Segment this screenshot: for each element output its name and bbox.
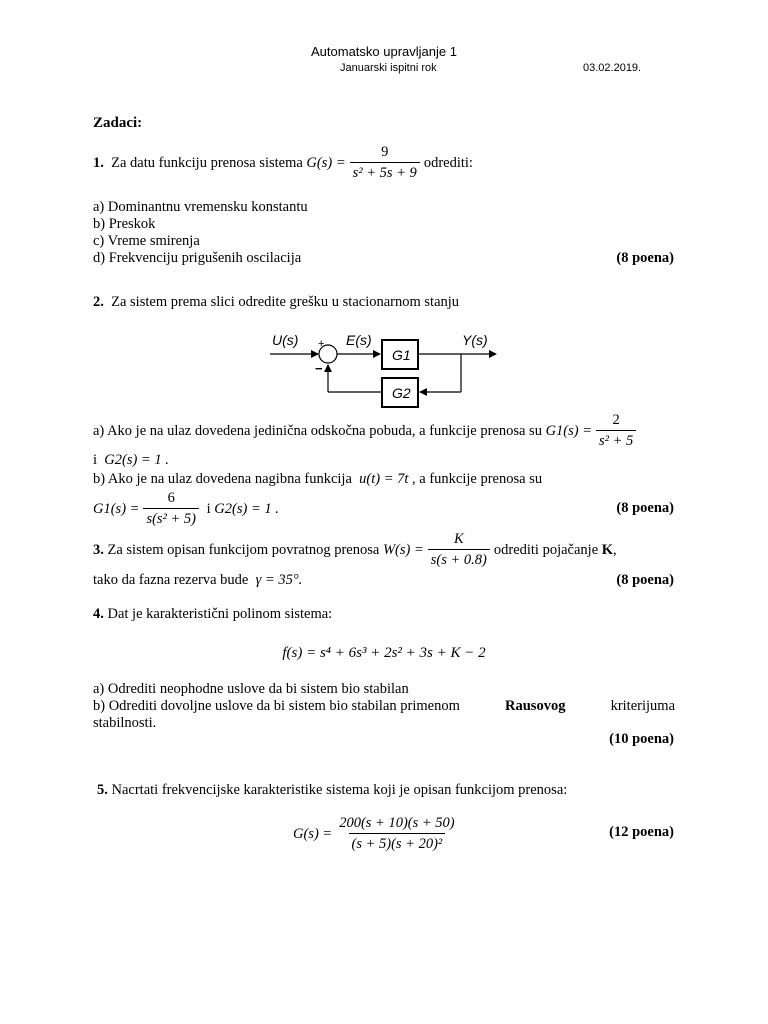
exam-date: 03.02.2019. xyxy=(583,62,642,74)
task2-b-fraction xyxy=(143,490,199,528)
g2-label: G2 xyxy=(392,385,411,401)
task2-a-numerator: 2 xyxy=(612,412,620,428)
task2-a-fraction xyxy=(596,412,636,450)
task3-text: Za sistem opisan funkcijom povratnog prenosa xyxy=(107,541,380,558)
task2-b-g2: G2(s) = 1 . xyxy=(214,500,279,517)
output-label: Y(s) xyxy=(462,332,488,348)
plus-sign: + xyxy=(318,338,325,350)
task3-number: 3. xyxy=(93,541,104,558)
task5-lhs: G(s) = xyxy=(293,825,333,842)
task3-points: (8 poena) xyxy=(616,572,674,588)
input-label: U(s) xyxy=(272,332,299,348)
task4-text: Dat je karakteristični polinom sistema: xyxy=(107,606,333,622)
task1-numerator: 9 xyxy=(381,144,389,160)
task3-line2 xyxy=(93,572,302,589)
task4-points: (10 poena) xyxy=(609,731,674,747)
task3-tail: odrediti pojačanje xyxy=(493,541,599,558)
task3-comma: , xyxy=(613,541,617,558)
task2-b-text: b) Ako je na ulaz dovedena nagibna funkcija xyxy=(93,471,352,487)
g1-label: G1 xyxy=(392,347,411,363)
task3-statement xyxy=(93,531,617,569)
task2-b-g1-lhs: G1(s) = xyxy=(93,500,140,517)
task2-b-numerator: 6 xyxy=(167,490,175,506)
task1-points: (8 poena) xyxy=(616,250,674,266)
task1-number: 1. xyxy=(93,154,104,171)
task5-statement xyxy=(97,782,567,799)
error-label: E(s) xyxy=(346,332,372,348)
task5-text: Nacrtati frekvencijske karakteristike sistema koji je opisan funkcijom prenosa: xyxy=(111,782,568,798)
task2-a-line2 xyxy=(93,452,169,469)
exam-title: Automatsko upravljanje 1 xyxy=(311,44,457,59)
minus-sign: − xyxy=(315,361,323,376)
task5-fraction xyxy=(336,815,457,853)
task1-tail: odrediti: xyxy=(423,154,473,171)
task5-numerator: 200(s + 10)(s + 50) xyxy=(339,815,455,831)
task4-item-b-bold: Rausovog xyxy=(505,698,566,714)
task1-fraction xyxy=(350,144,420,182)
task1-item-d: d) Frekvenciju prigušenih oscilacija xyxy=(93,250,302,266)
task4-statement xyxy=(93,606,332,623)
task1-item-c: c) Vreme smirenja xyxy=(93,233,200,249)
task5-formula xyxy=(293,815,462,853)
task2-a-denominator: s² + 5 xyxy=(596,430,636,450)
task2-b-and: i xyxy=(206,500,211,517)
task5-number: 5. xyxy=(97,782,108,798)
task2-b-line2 xyxy=(93,490,279,528)
task1-lhs: G(s) = xyxy=(306,154,346,171)
task1-item-a: a) Dominantnu vremensku konstantu xyxy=(93,199,308,215)
task4-item-b-text: b) Odrediti dovoljne uslove da bi sistem bio stabilan primenom xyxy=(93,698,460,714)
task3-gamma: γ = 35°. xyxy=(255,572,303,588)
task4-item-a: a) Odrediti neophodne uslove da bi sistem bio stabilan xyxy=(93,681,409,697)
block-diagram xyxy=(268,330,498,415)
task1-denominator: s² + 5s + 9 xyxy=(350,162,420,182)
section-title: Zadaci: xyxy=(93,115,143,131)
task2-a-g1-lhs: G1(s) = xyxy=(545,422,593,439)
exam-subtitle: Januarski ispitni rok xyxy=(340,62,437,74)
task4-item-b xyxy=(93,698,675,715)
task4-number: 4. xyxy=(93,606,104,622)
task2-b-tail: , a funkcije prenosa su xyxy=(412,471,543,487)
task3-numerator: K xyxy=(453,531,464,547)
task5-denominator: (s + 5)(s + 20)² xyxy=(349,833,446,853)
task4-polynomial: f(s) = s⁴ + 6s³ + 2s² + 3s + K − 2 xyxy=(282,645,486,661)
task2-text: Za sistem prema slici odredite grešku u stacionarnom stanju xyxy=(111,294,460,310)
task2-a-text: a) Ako je na ulaz dovedena jedinična odskočna pobuda, a funkcije prenosa su xyxy=(93,422,542,439)
task3-bold-k: K xyxy=(601,541,614,558)
task3-line2-text: tako da fazna rezerva bude xyxy=(93,572,249,588)
task2-points: (8 poena) xyxy=(616,500,674,516)
task4-item-b-line2: stabilnosti. xyxy=(93,715,157,731)
task2-number: 2. xyxy=(93,294,104,310)
task2-b-input: u(t) = 7t xyxy=(359,471,409,487)
task3-fraction xyxy=(428,531,490,569)
task2-b-line xyxy=(93,471,542,488)
task1-statement xyxy=(93,144,473,182)
task3-lhs: W(s) = xyxy=(382,541,424,558)
task2-a-line xyxy=(93,412,640,450)
task1-item-b: b) Preskok xyxy=(93,216,156,232)
task2-b-denominator: s(s² + 5) xyxy=(143,508,199,528)
task4-item-b-after: kriterijuma xyxy=(610,698,675,714)
task3-denominator: s(s + 0.8) xyxy=(428,549,490,569)
task5-points: (12 poena) xyxy=(609,824,674,840)
task2-a-and: i xyxy=(93,452,98,468)
task1-text: Za datu funkciju prenosa sistema xyxy=(111,154,303,171)
task2-a-g2: G2(s) = 1 . xyxy=(104,452,169,468)
task2-statement xyxy=(93,294,459,311)
